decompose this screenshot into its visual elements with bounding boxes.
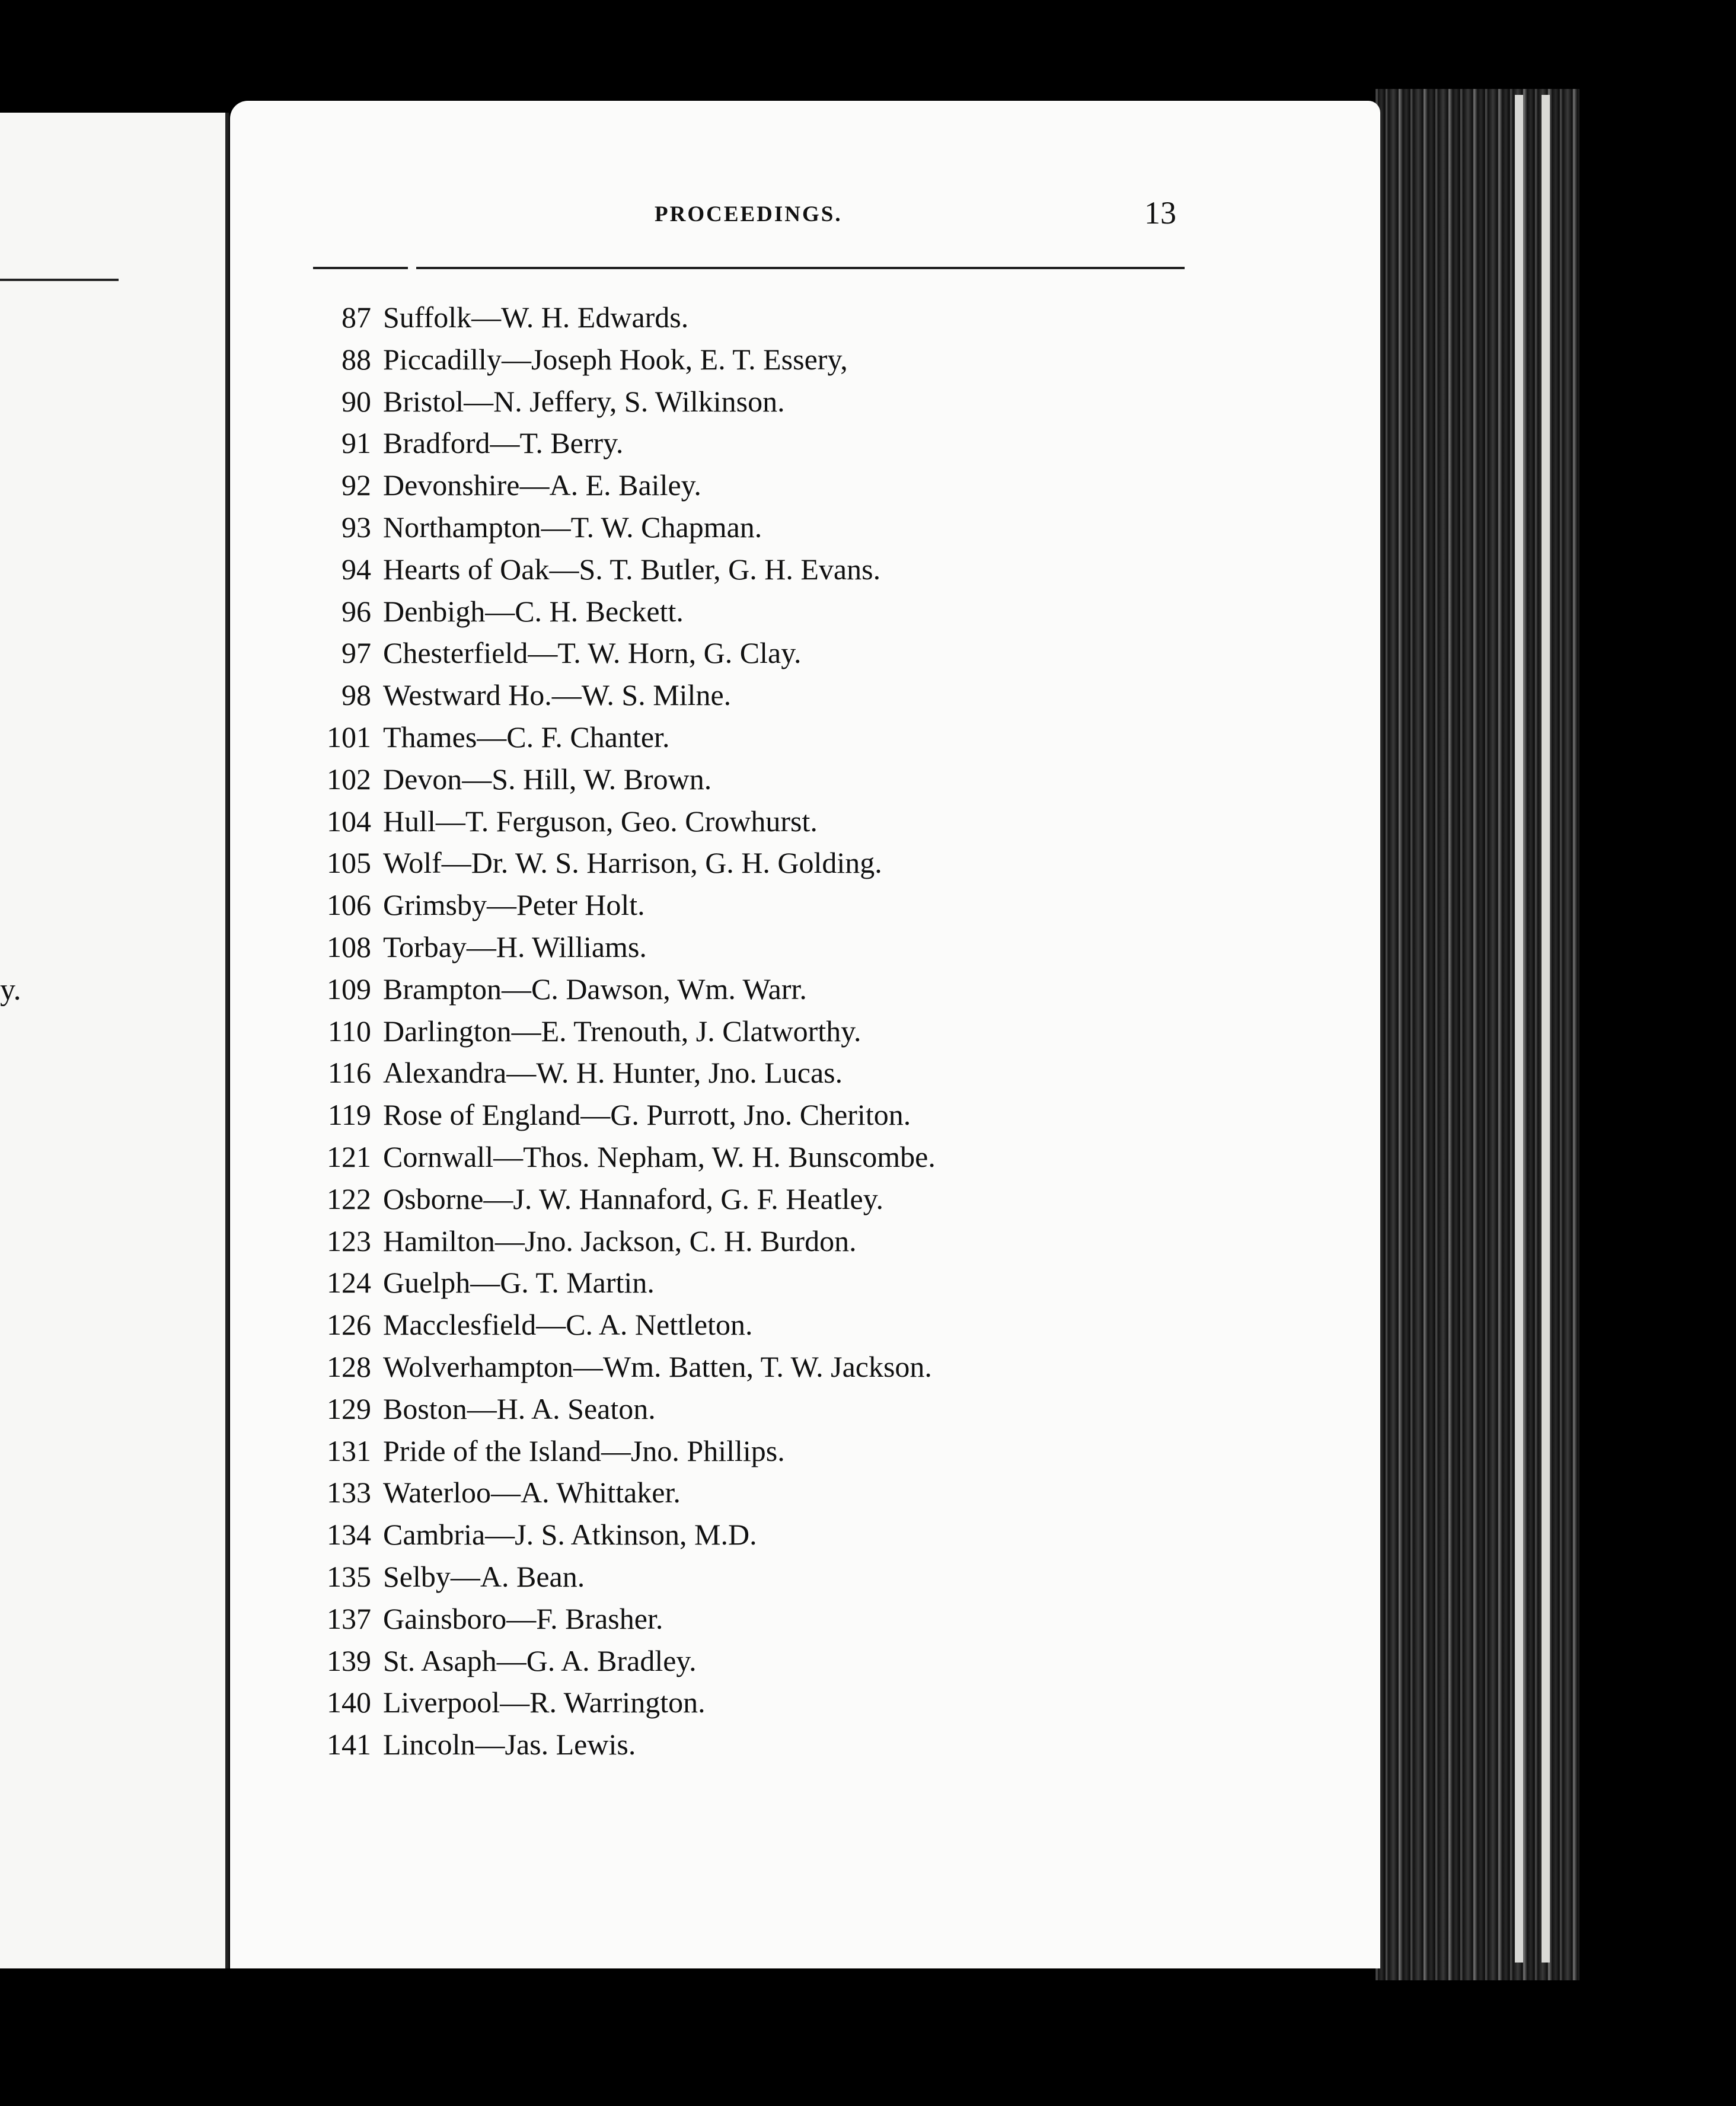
list-item (313, 506, 1321, 548)
lodge-delegates: Cornwall—Thos. Nepham, W. H. Bunscombe. (383, 1140, 936, 1173)
lodge-number: 101 (327, 720, 371, 754)
list-item (313, 1640, 1321, 1682)
lodge-number: 128 (327, 1349, 371, 1383)
lodge-delegates: Denbigh—C. H. Beckett. (383, 594, 684, 628)
lodge-number: 139 (327, 1644, 371, 1677)
lodge-number: 105 (327, 846, 371, 880)
lodge-number: 104 (327, 804, 371, 838)
lodge-delegates: Cambria—J. S. Atkinson, M.D. (383, 1518, 757, 1552)
list-item (313, 381, 1321, 423)
lodge-delegates: Liverpool—R. Warrington. (383, 1686, 706, 1719)
lodge-number: 121 (327, 1140, 371, 1173)
lodge-number: 97 (342, 636, 371, 670)
lodge-number: 87 (342, 301, 371, 334)
lodge-delegates: Gainsboro—F. Brasher. (383, 1601, 663, 1635)
list-item (313, 926, 1321, 968)
lodge-delegates: Grimsby—Peter Holt. (383, 888, 645, 922)
lodge-number: 129 (327, 1392, 371, 1425)
lodge-delegates: Macclesfield—C. A. Nettleton. (383, 1308, 753, 1342)
list-item (313, 591, 1321, 633)
lodge-delegates: Wolverhampton—Wm. Batten, T. W. Jackson. (383, 1349, 932, 1383)
lodge-delegates: Suffolk—W. H. Edwards. (383, 301, 689, 334)
header-rule (313, 267, 1185, 269)
page-number: 13 (1144, 195, 1176, 231)
running-head: PROCEEDINGS. (655, 202, 843, 226)
list-item (313, 758, 1321, 800)
left-page-rule (0, 279, 119, 281)
lodge-number: 126 (327, 1308, 371, 1342)
list-item (313, 1220, 1321, 1262)
lodge-delegates: Boston—H. A. Seaton. (383, 1392, 656, 1425)
list-item (313, 1430, 1321, 1472)
lodge-delegates: Bradford—T. Berry. (383, 426, 624, 460)
page-edge-strip (1515, 95, 1523, 1963)
lodge-number: 141 (327, 1728, 371, 1762)
lodge-number: 122 (327, 1182, 371, 1215)
lodge-number: 137 (327, 1601, 371, 1635)
lodge-delegates: Brampton—C. Dawson, Wm. Warr. (383, 972, 807, 1006)
list-item (313, 632, 1321, 674)
lodge-number: 119 (327, 1098, 371, 1132)
lodge-delegates: Pride of the Island—Jno. Phillips. (383, 1434, 785, 1467)
lodge-delegates: Hearts of Oak—S. T. Butler, G. H. Evans. (383, 552, 881, 586)
list-item (313, 1178, 1321, 1220)
list-item (313, 464, 1321, 506)
lodge-delegates: Guelph—G. T. Martin. (383, 1266, 655, 1300)
list-item (313, 1346, 1321, 1388)
lodge-delegates: Westward Ho.—W. S. Milne. (383, 678, 732, 712)
lodge-number: 134 (327, 1518, 371, 1552)
list-item (313, 422, 1321, 464)
lodge-delegates: Thames—C. F. Chanter. (383, 720, 670, 754)
lodge-number: 96 (342, 594, 371, 628)
list-item (313, 884, 1321, 926)
lodge-delegates: Selby—A. Bean. (383, 1559, 585, 1593)
lodge-delegates: Devonshire—A. E. Bailey. (383, 468, 701, 502)
list-item (313, 1556, 1321, 1598)
list-item (313, 1724, 1321, 1766)
lodge-number: 93 (342, 510, 371, 544)
lodge-delegates: Torbay—H. Williams. (383, 930, 647, 963)
lodge-delegates: Piccadilly—Joseph Hook, E. T. Essery, (383, 342, 848, 376)
list-item (313, 1681, 1321, 1724)
list-item (313, 1094, 1321, 1136)
list-item (313, 674, 1321, 716)
list-item (313, 716, 1321, 758)
list-item (313, 800, 1321, 843)
lodge-number: 131 (327, 1434, 371, 1467)
lodge-number: 124 (327, 1266, 371, 1300)
lodge-delegates: Bristol—N. Jeffery, S. Wilkinson. (383, 384, 785, 418)
list-item (313, 1598, 1321, 1640)
lodge-delegates: Northampton—T. W. Chapman. (383, 510, 762, 544)
left-page-text-fragment: y. (0, 973, 21, 1007)
list-item (313, 1262, 1321, 1304)
lodge-delegates: Alexandra—W. H. Hunter, Jno. Lucas. (383, 1056, 843, 1090)
lodge-delegates: Chesterfield—T. W. Horn, G. Clay. (383, 636, 802, 670)
lodge-number: 110 (327, 1014, 371, 1048)
lodge-delegates: Hull—T. Ferguson, Geo. Crowhurst. (383, 804, 818, 838)
lodge-number: 123 (327, 1224, 371, 1258)
lodge-delegates: Rose of England—G. Purrott, Jno. Cheriton. (383, 1098, 911, 1132)
page-edge-strip (1542, 95, 1550, 1963)
lodge-number: 94 (342, 552, 371, 586)
lodge-number: 102 (327, 762, 371, 796)
list-item (313, 842, 1321, 884)
lodge-delegates: Devon—S. Hill, W. Brown. (383, 762, 712, 796)
lodge-number: 108 (327, 930, 371, 963)
lodge-number: 106 (327, 888, 371, 922)
lodge-number: 109 (327, 972, 371, 1006)
lodge-delegates: St. Asaph—G. A. Bradley. (383, 1644, 697, 1677)
lodge-number: 135 (327, 1559, 371, 1593)
list-item (313, 1514, 1321, 1556)
lodge-delegates: Osborne—J. W. Hannaford, G. F. Heatley. (383, 1182, 883, 1215)
lodge-number: 116 (327, 1056, 371, 1090)
list-item (313, 1472, 1321, 1514)
list-item (313, 1304, 1321, 1346)
list-item (313, 968, 1321, 1010)
lodge-number: 98 (342, 678, 371, 712)
list-item (313, 548, 1321, 591)
lodge-number: 90 (342, 384, 371, 418)
book-page (230, 101, 1380, 1968)
list-item (313, 296, 1321, 339)
list-item (313, 1052, 1321, 1094)
list-item (313, 339, 1321, 381)
lodge-number: 140 (327, 1686, 371, 1719)
lodge-delegate-list (313, 296, 1321, 1766)
lodge-delegates: Waterloo—A. Whittaker. (383, 1476, 681, 1510)
lodge-number: 133 (327, 1476, 371, 1510)
list-item (313, 1136, 1321, 1178)
lodge-number: 92 (342, 468, 371, 502)
list-item (313, 1388, 1321, 1430)
list-item (313, 1010, 1321, 1052)
lodge-number: 91 (342, 426, 371, 460)
lodge-delegates: Wolf—Dr. W. S. Harrison, G. H. Golding. (383, 846, 882, 880)
lodge-delegates: Lincoln—Jas. Lewis. (383, 1728, 636, 1762)
left-facing-page (0, 113, 229, 1968)
lodge-delegates: Darlington—E. Trenouth, J. Clatworthy. (383, 1014, 861, 1048)
lodge-number: 88 (342, 342, 371, 376)
lodge-delegates: Hamilton—Jno. Jackson, C. H. Burdon. (383, 1224, 857, 1258)
